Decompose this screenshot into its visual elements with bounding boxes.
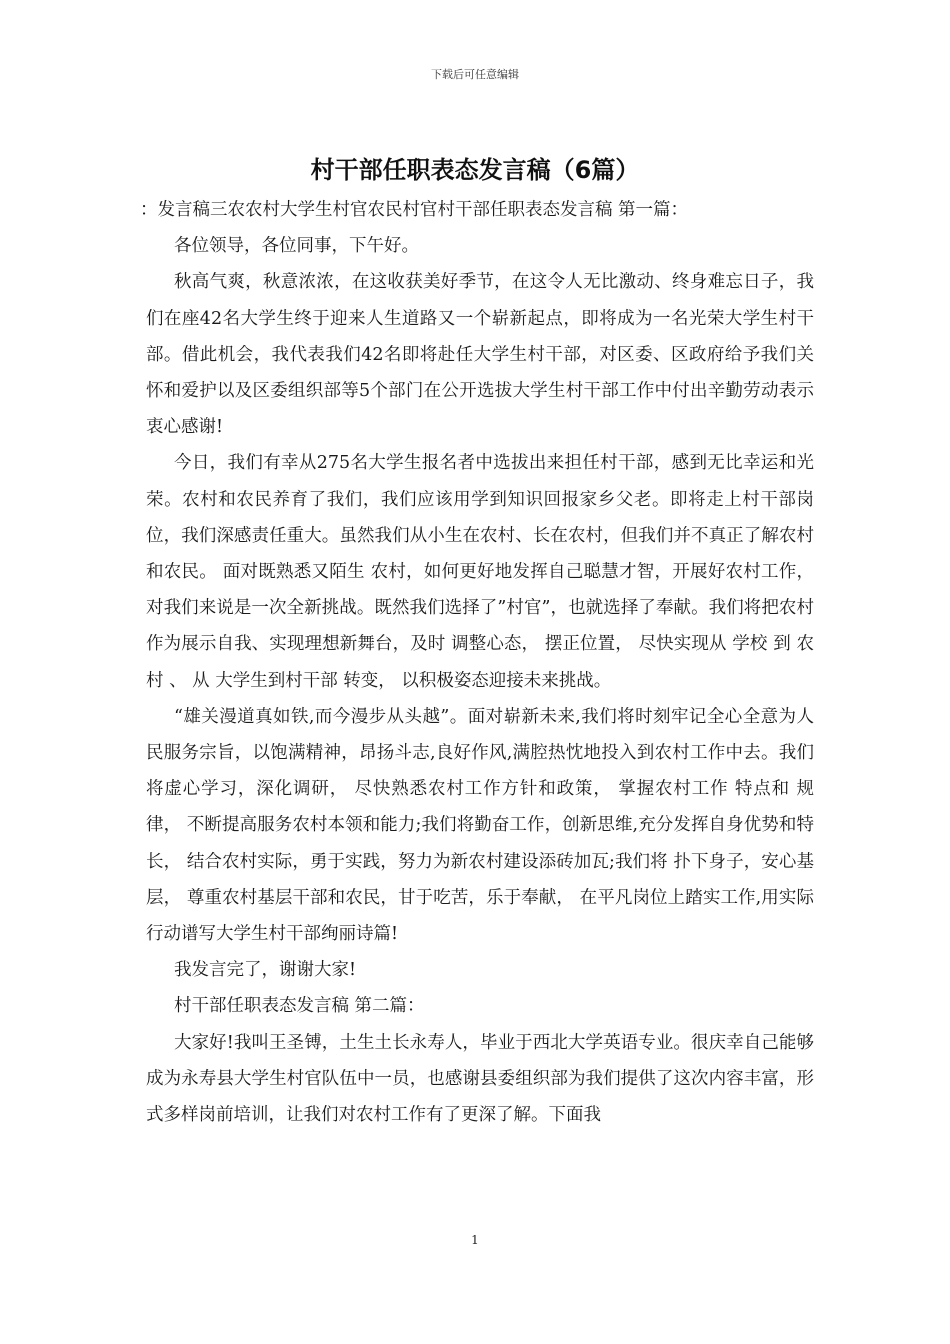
paragraph-body-2: 今日，我们有幸从275名大学生报名者中选拔出来担任村干部，感到无比幸运和光荣。农村和农民养育了我们，我们应该用学到知识回报家乡父老。即将走上村干部岗位，我们深感责任重大。虽然我们从小生在农村、长在农村，但我们并不真正了解农村和农民。 面对既熟悉又陌生 农村，如何更好地发挥自己聪慧才智，开展好农村工作，对我们来说是一次全新挑战。既然我们选择了”村官”，也就选择了奉献。我们将把农村作为展示自我、实现理想新舞台，及时 调整心态， 摆正位置， 尽快实现从 学校 到 农村 、 从 大学生到村干部 转变， 以积极姿态迎接未来挑战。 (146, 453, 814, 691)
paragraph-intro: ：发言稿三农农村大学生村官农民村官村干部任职表态发言稿 第一篇： (140, 200, 689, 220)
document-body (140, 192, 814, 1133)
paragraph-closing: 我发言完了，谢谢大家! (174, 960, 357, 981)
paragraph-greeting: 各位领导，各位同事，下午好。 (174, 236, 419, 257)
page-number: 1 (471, 1233, 479, 1247)
page-header: 下载后可任意编辑 (431, 68, 519, 81)
document-title: 村干部任职表态发言稿（6篇） (310, 156, 640, 184)
paragraph-body-1: 秋高气爽，秋意浓浓，在这收获美好季节，在这令人无比激动、终身难忘日子，我们在座42名大学生终于迎来人生道路又一个崭新起点，即将成为一名光荣大学生村干部。借此机会，我代表我们42名即将赴任大学生村干部，对区委、区政府给予我们关怀和爱护以及区委组织部等5个部门在公开选拔大学生村干部工作中付出辛勤劳动表示衷心感谢! (146, 272, 814, 438)
paragraph-section-2: 大家好!我叫王圣镈，土生土长永寿人，毕业于西北大学英语专业。很庆幸自己能够成为永寿县大学生村官队伍中一员，也感谢县委组织部为我们提供了这次内容丰富，形式多样岗前培训，让我们对农村工作有了更深了解。下面我 (146, 1032, 814, 1126)
section-heading-2: 村干部任职表态发言稿 第二篇： (174, 996, 425, 1017)
paragraph-body-3: “雄关漫道真如铁,而今漫步从头越”。面对崭新未来,我们将时刻牢记全心全意为人民服务宗旨，以饱满精神，昂扬斗志,良好作风,满腔热忱地投入到农村工作中去。我们将虚心学习，深化调研， 尽快熟悉农村工作方针和政策， 掌握农村工作 特点和 规律， 不断提高服务农村本领和能力;我们将勤奋工作，创新思维,充分发挥自身优势和特长， 结合农村实际，勇于实践，努力为新农村建设添砖加瓦;我们将 扑下身子，安心基层， 尊重农村基层干部和农民，甘于吃苦，乐于奉献， 在平凡岗位上踏实工作,用实际行动谱写大学生村干部绚丽诗篇! (146, 706, 814, 945)
